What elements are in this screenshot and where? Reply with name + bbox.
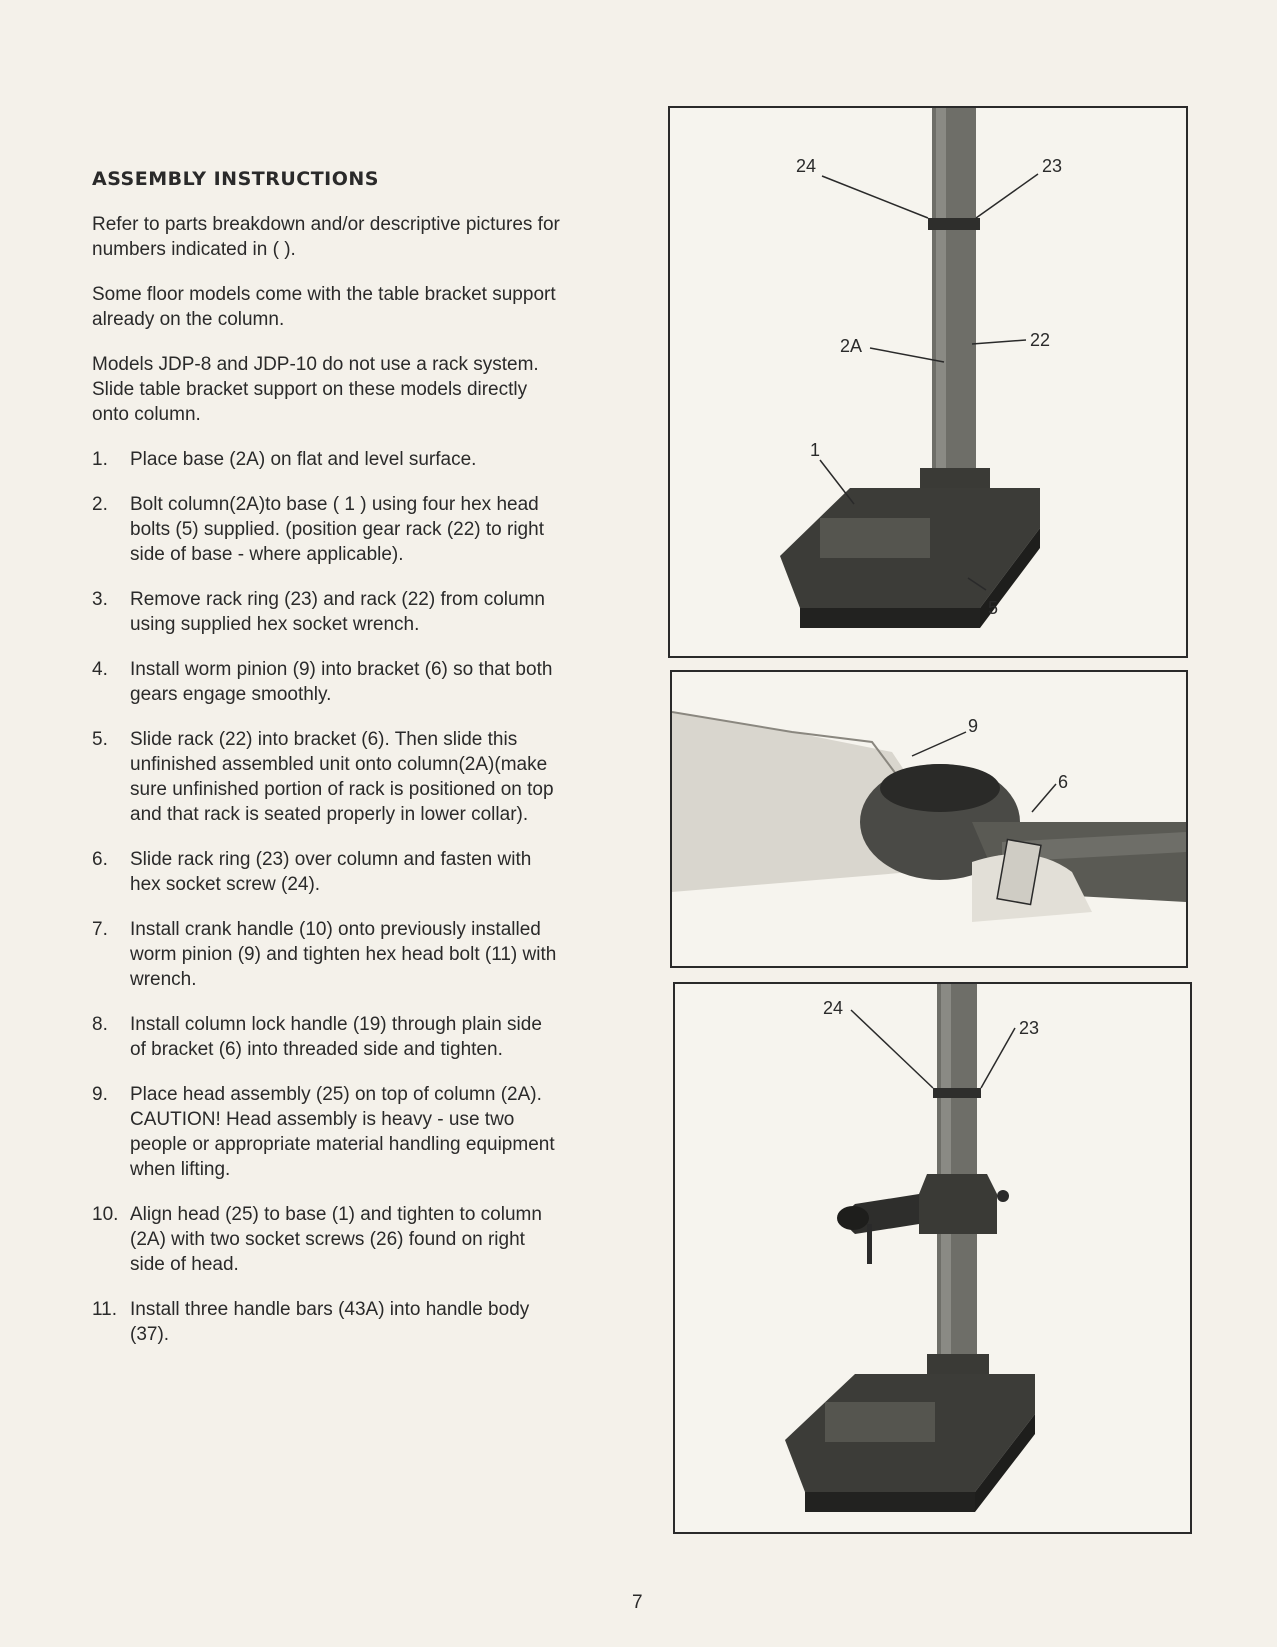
step-item [92, 1012, 562, 1062]
column-base-illustration [670, 108, 1186, 656]
intro-paragraph: Refer to parts breakdown and/or descriptive pictures for numbers indicated in ( ). [92, 214, 560, 260]
step-item [92, 1082, 562, 1182]
step-text: Remove rack ring (23) and rack (22) from column using supplied hex socket wrench. [130, 589, 545, 635]
step-number: 4. [92, 659, 108, 680]
step-number: 8. [92, 1014, 108, 1035]
step-text: Install worm pinion (9) into bracket (6) so that both gears engage smoothly. [130, 659, 553, 705]
callout-label: 24 [796, 156, 817, 176]
intro-paragraph: Models JDP-8 and JDP-10 do not use a rack system. Slide table bracket support on these models directly onto column. [92, 354, 539, 425]
step-number: 2. [92, 494, 108, 515]
step-number: 3. [92, 589, 108, 610]
step-number: 7. [92, 919, 108, 940]
step-item [92, 727, 562, 827]
callout-label: 23 [1019, 1018, 1040, 1038]
step-text: Place head assembly (25) on top of column (2A). CAUTION! Head assembly is heavy - use two people or appropriate material handling equipment when lifting. [130, 1084, 555, 1180]
step-item [92, 657, 562, 707]
bracket-column-illustration [675, 984, 1190, 1532]
step-number: 10. [92, 1204, 119, 1225]
bracket-hand-illustration [672, 672, 1186, 966]
step-number: 5. [92, 729, 108, 750]
callout-label: 9 [968, 716, 979, 736]
step-text: Install column lock handle (19) through plain side of bracket (6) into threaded side and tighten. [130, 1014, 542, 1060]
step-item [92, 587, 562, 637]
figure-bracket-on-column [673, 982, 1192, 1534]
step-text: Place base (2A) on flat and level surface. [130, 449, 477, 470]
step-item [92, 1202, 562, 1277]
page-number: 7 [632, 1592, 643, 1613]
callout-label: 2A [840, 336, 863, 356]
section-heading: ASSEMBLY INSTRUCTIONS [92, 168, 379, 190]
step-item [92, 492, 562, 567]
callout-label: 24 [823, 998, 844, 1018]
callout-label: 23 [1042, 156, 1063, 176]
callout-label: 6 [1058, 772, 1069, 792]
step-number: 6. [92, 849, 108, 870]
step-item [92, 447, 562, 472]
step-item [92, 917, 562, 992]
step-number: 1. [92, 449, 108, 470]
step-number: 11. [92, 1299, 118, 1320]
instructions-column [92, 168, 562, 1367]
step-item [92, 847, 562, 897]
step-text: Install crank handle (10) onto previously installed worm pinion (9) and tighten hex head bolt (11) with wrench. [130, 919, 557, 990]
figure-bracket-assembly [670, 670, 1188, 968]
step-item [92, 1297, 562, 1347]
step-number: 9. [92, 1084, 108, 1105]
step-text: Align head (25) to base (1) and tighten to column (2A) with two socket screws (26) found on right side of head. [130, 1204, 542, 1275]
step-text: Bolt column(2A)to base ( 1 ) using four hex head bolts (5) supplied. (position gear rack (22) to right side of base - where applicable). [130, 494, 544, 565]
step-text: Slide rack ring (23) over column and fasten with hex socket screw (24). [130, 849, 532, 895]
callout-label: 5 [988, 598, 999, 618]
step-text: Install three handle bars (43A) into handle body (37). [130, 1299, 530, 1345]
figure-column-on-base [668, 106, 1188, 658]
callout-label: 22 [1030, 330, 1051, 350]
callout-label: 1 [810, 440, 821, 460]
steps-list [92, 447, 562, 1347]
intro-paragraph: Some floor models come with the table bracket support already on the column. [92, 284, 556, 330]
step-text: Slide rack (22) into bracket (6). Then slide this unfinished assembled unit onto column(2A)(make sure unfinished portion of rack is positioned on top and that rack is seated properly in lower collar). [130, 729, 554, 825]
